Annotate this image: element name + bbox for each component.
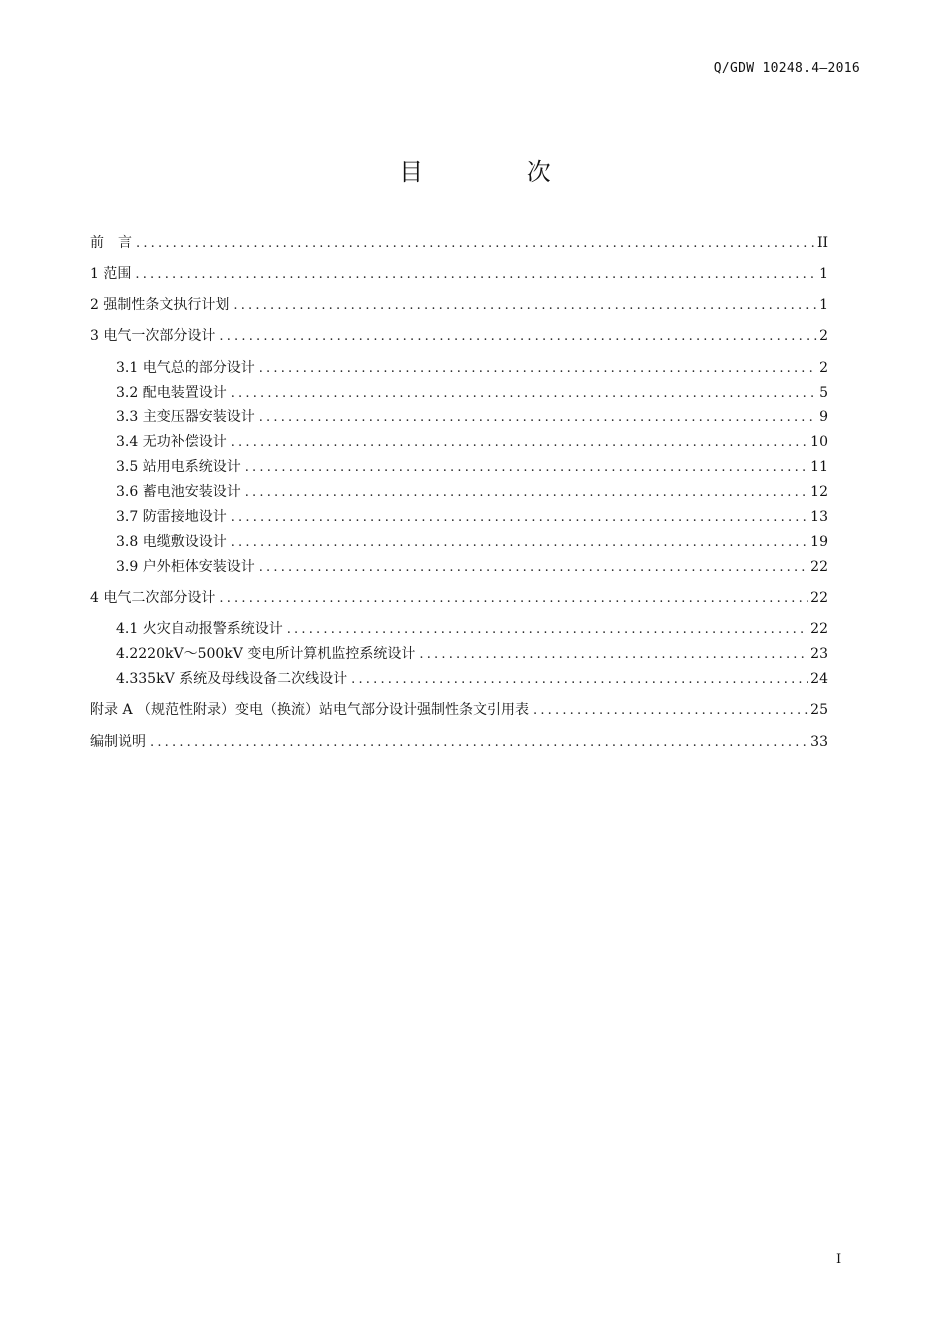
toc-entry-3-9[interactable]	[116, 556, 828, 578]
toc-entry-secondary-design[interactable]	[90, 587, 828, 609]
toc-title: 目 次	[399, 158, 599, 186]
toc-leader-dots	[150, 732, 808, 754]
toc-entry-page: 11	[810, 459, 828, 475]
toc-entry-label: 3.8 电缆敷设设计	[116, 534, 227, 550]
toc-leader-dots	[245, 457, 808, 479]
toc-entry-scope[interactable]	[90, 263, 828, 285]
toc-entry-page: 1	[819, 297, 828, 313]
toc-entry-page: II	[816, 235, 828, 251]
toc-leader-dots	[231, 432, 808, 454]
toc-leader-dots	[135, 264, 817, 286]
toc-leader-dots	[136, 233, 815, 255]
toc-entry-label: 附录 A （规范性附录）变电（换流）站电气部分设计强制性条文引用表	[90, 702, 530, 718]
toc-entry-label: 3.2 配电装置设计	[116, 385, 227, 401]
toc-entry-page: 1	[819, 266, 828, 282]
toc-entry-label: 3.3 主变压器安装设计	[116, 409, 255, 425]
toc-entry-3-8[interactable]	[116, 531, 828, 553]
toc-entry-3-7[interactable]	[116, 506, 828, 528]
toc-entry-page: 22	[810, 621, 828, 637]
toc-entry-page: 19	[810, 534, 828, 550]
toc-leader-dots	[259, 557, 808, 579]
toc-entry-3-5[interactable]	[116, 456, 828, 478]
toc-entry-3-6[interactable]	[116, 481, 828, 503]
toc-entry-label: 4.335kV 系统及母线设备二次线设计	[116, 671, 348, 687]
toc-entry-label: 前 言	[90, 235, 132, 251]
toc-entry-3-2[interactable]	[116, 382, 828, 404]
toc-entry-page: 10	[810, 434, 828, 450]
toc-leader-dots	[233, 295, 817, 317]
toc-leader-dots	[259, 358, 817, 380]
toc-leader-dots	[231, 383, 817, 405]
toc-entry-label: 3.4 无功补偿设计	[116, 434, 227, 450]
page-number: I	[836, 1252, 842, 1267]
toc-entry-appendix-a[interactable]	[90, 699, 828, 721]
toc-entry-3-1[interactable]	[116, 357, 828, 379]
toc-entry-label: 3 电气一次部分设计	[90, 328, 216, 344]
toc-entry-label: 1 范围	[90, 266, 132, 282]
toc-entry-3-3[interactable]	[116, 406, 828, 428]
toc-entry-page: 25	[810, 702, 828, 718]
toc-entry-primary-design[interactable]	[90, 325, 828, 347]
toc-entry-label: 3.1 电气总的部分设计	[116, 360, 255, 376]
toc-entry-label: 3.7 防雷接地设计	[116, 509, 227, 525]
toc-leader-dots	[533, 700, 808, 722]
toc-leader-dots	[219, 588, 808, 610]
toc-entry-label: 2 强制性条文执行计划	[90, 297, 230, 313]
toc-entry-page: 22	[810, 559, 828, 575]
toc-leader-dots	[259, 407, 817, 429]
toc-leader-dots	[231, 507, 808, 529]
toc-entry-page: 33	[810, 734, 828, 750]
toc-entry-page: 22	[810, 590, 828, 606]
toc-entry-page: 23	[810, 646, 828, 662]
toc-entry-mandatory-plan[interactable]	[90, 294, 828, 316]
toc-entry-4-3[interactable]	[116, 668, 828, 690]
toc-entry-label: 4.2220kV～500kV 变电所计算机监控系统设计	[116, 646, 416, 662]
toc-leader-dots	[351, 669, 808, 691]
toc-entry-page: 13	[810, 509, 828, 525]
toc-entry-label: 3.9 户外柜体安装设计	[116, 559, 255, 575]
toc-entry-label: 4 电气二次部分设计	[90, 590, 216, 606]
toc-entry-page: 24	[810, 671, 828, 687]
toc-entry-page: 9	[819, 409, 828, 425]
toc-leader-dots	[287, 619, 808, 641]
toc-entry-label: 4.1 火灾自动报警系统设计	[116, 621, 283, 637]
toc-entry-label: 3.6 蓄电池安装设计	[116, 484, 241, 500]
toc-entry-page: 2	[819, 360, 828, 376]
toc-leader-dots	[245, 482, 808, 504]
toc-entry-preface[interactable]	[90, 232, 828, 254]
toc-leader-dots	[231, 532, 808, 554]
document-code: Q/GDW 10248.4—2016	[713, 61, 860, 76]
toc-leader-dots	[219, 326, 817, 348]
toc-entry-compilation-notes[interactable]	[90, 731, 828, 753]
toc-entry-page: 2	[819, 328, 828, 344]
toc-entry-page: 5	[819, 385, 828, 401]
toc-entry-label: 编制说明	[90, 734, 146, 750]
toc-entry-3-4[interactable]	[116, 431, 828, 453]
toc-entry-4-1[interactable]	[116, 618, 828, 640]
toc-entry-4-2[interactable]	[116, 643, 828, 665]
toc-leader-dots	[419, 644, 808, 666]
toc-entry-label: 3.5 站用电系统设计	[116, 459, 241, 475]
toc-entry-page: 12	[810, 484, 828, 500]
